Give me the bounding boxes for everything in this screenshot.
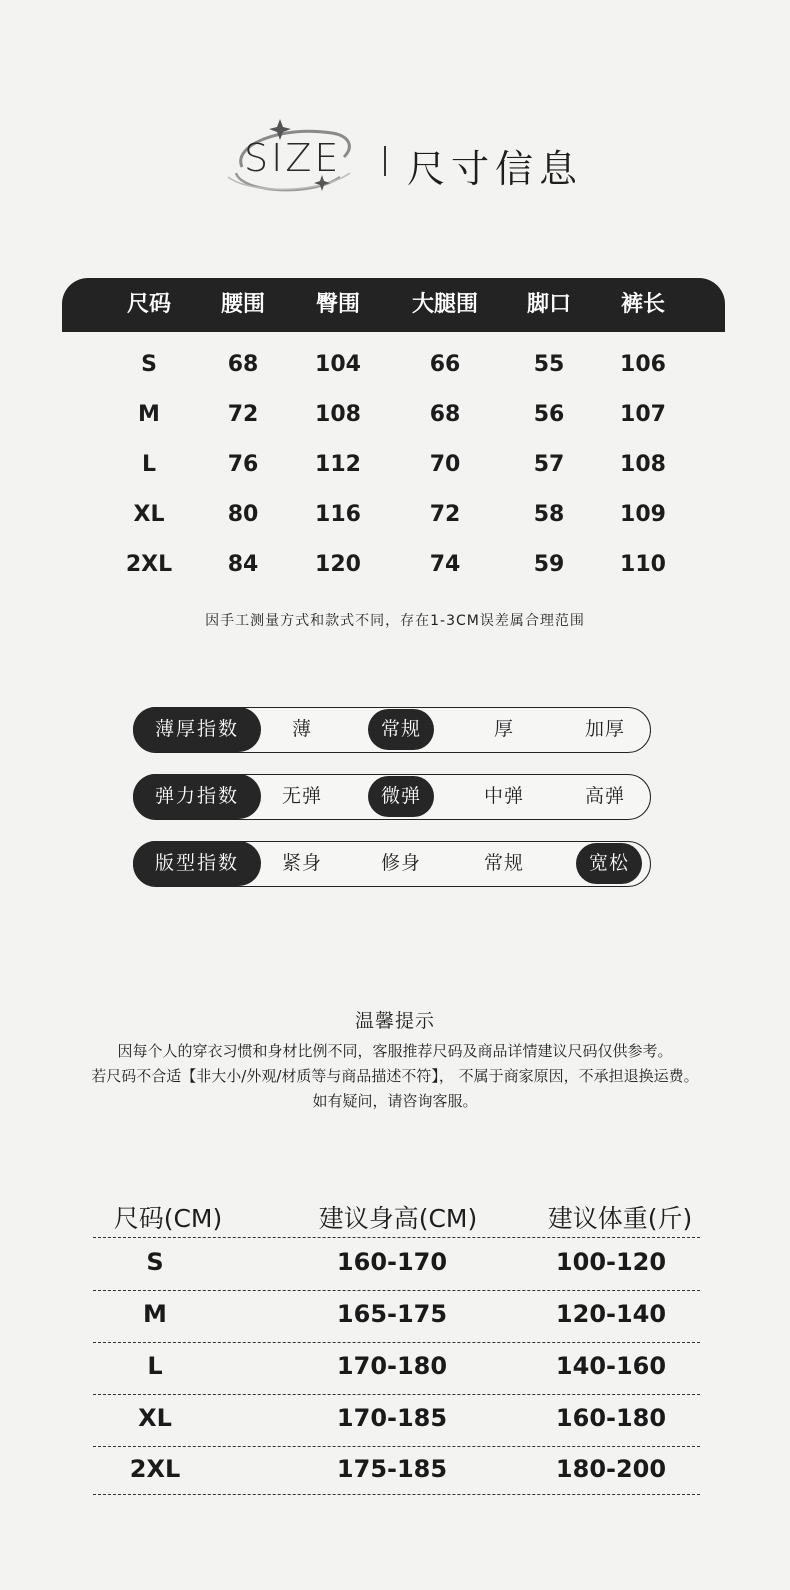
- index-option-selected: 宽松: [576, 843, 642, 884]
- tips-line: 因每个人的穿衣习惯和身材比例不同，客服推荐尺码及商品详情建议尺码仅供参考。: [117, 1042, 673, 1060]
- title-divider: [384, 146, 386, 176]
- size-table-column-header: 裤长: [620, 292, 666, 317]
- size-table-cell: 2XL: [125, 552, 173, 577]
- size-table-cell: 108: [620, 452, 666, 477]
- recommend-table-cell: 2XL: [129, 1455, 181, 1483]
- recommend-table-cell: 170-185: [336, 1404, 448, 1432]
- size-table-cell: M: [138, 402, 160, 427]
- recommend-table-cell: XL: [138, 1404, 172, 1432]
- size-table-column-header: 尺码: [126, 292, 172, 317]
- size-table-cell: 76: [227, 452, 259, 477]
- recommend-table-cell: 120-140: [555, 1300, 667, 1328]
- recommend-table-cell: 140-160: [555, 1352, 667, 1380]
- tips-line: 如有疑问，请咨询客服。: [312, 1092, 478, 1110]
- index-option: 常规: [483, 852, 525, 874]
- size-table-cell: 104: [315, 352, 361, 377]
- size-table-cell: 57: [533, 452, 565, 477]
- dashed-divider: [93, 1342, 700, 1343]
- index-option: 加厚: [584, 718, 626, 740]
- size-table-column-header: 腰围: [220, 292, 266, 317]
- dashed-divider: [93, 1237, 700, 1238]
- dashed-divider: [93, 1290, 700, 1291]
- size-table-cell: 80: [227, 502, 259, 527]
- elasticity-index-bar: [133, 774, 651, 820]
- recommend-table-column-header: 建议身高(CM): [318, 1204, 478, 1233]
- index-option-selected: 常规: [368, 709, 434, 750]
- page-title: 尺寸信息: [407, 147, 584, 191]
- index-option: 修身: [380, 852, 422, 874]
- dashed-divider: [93, 1446, 700, 1447]
- index-option: 中弹: [483, 785, 525, 807]
- size-table-cell: L: [141, 452, 157, 477]
- size-table-cell: 68: [429, 402, 461, 427]
- size-table-cell: 70: [429, 452, 461, 477]
- size-table-cell: 108: [315, 402, 361, 427]
- index-option: 紧身: [281, 852, 323, 874]
- recommend-table-cell: 100-120: [555, 1248, 667, 1276]
- size-table-cell: 120: [315, 552, 361, 577]
- index-option: 厚: [493, 718, 515, 740]
- size-table-cell: 58: [533, 502, 565, 527]
- recommend-table-cell: S: [146, 1248, 164, 1276]
- recommend-table-cell: L: [147, 1352, 163, 1380]
- size-table-column-header: 臀围: [315, 292, 361, 317]
- dashed-divider: [93, 1394, 700, 1395]
- index-label: 薄厚指数: [133, 707, 261, 752]
- size-table-cell: 84: [227, 552, 259, 577]
- size-table-cell: 56: [533, 402, 565, 427]
- size-table-cell: 74: [429, 552, 461, 577]
- size-table-header: [62, 278, 725, 332]
- size-table-cell: 66: [429, 352, 461, 377]
- index-option: 无弹: [281, 785, 323, 807]
- recommend-table-cell: 160-180: [555, 1404, 667, 1432]
- tips-title: 温馨提示: [354, 1010, 435, 1032]
- recommend-table-cell: 165-175: [336, 1300, 448, 1328]
- size-logo-text: SIZE: [244, 136, 342, 180]
- recommend-table-cell: 170-180: [336, 1352, 448, 1380]
- index-option: 薄: [291, 718, 313, 740]
- size-table-cell: 72: [429, 502, 461, 527]
- dashed-divider: [93, 1494, 700, 1495]
- fit-index-bar: [133, 841, 651, 887]
- size-table-cell: 107: [620, 402, 666, 427]
- size-table-column-header: 大腿围: [411, 292, 479, 317]
- tips-line: 若尺码不合适【非大小/外观/材质等与商品描述不符】， 不属于商家原因，不承担退换运费。: [91, 1067, 699, 1085]
- index-option: 高弹: [584, 785, 626, 807]
- index-label: 版型指数: [133, 841, 261, 886]
- size-table-cell: XL: [133, 502, 165, 527]
- size-table-cell: 109: [620, 502, 666, 527]
- size-table-cell: 59: [533, 552, 565, 577]
- recommend-table-column-header: 尺码(CM): [113, 1204, 223, 1233]
- recommend-table-cell: 175-185: [336, 1455, 448, 1483]
- size-table-cell: 116: [315, 502, 361, 527]
- size-table-cell: 72: [227, 402, 259, 427]
- index-label: 弹力指数: [133, 774, 261, 819]
- size-table-cell: S: [141, 352, 157, 377]
- thickness-index-bar: [133, 707, 651, 753]
- recommend-table-cell: M: [143, 1300, 167, 1328]
- size-table-column-header: 脚口: [526, 292, 572, 317]
- size-table-cell: 112: [315, 452, 361, 477]
- size-table-cell: 110: [620, 552, 666, 577]
- recommend-table-cell: 160-170: [336, 1248, 448, 1276]
- size-table-cell: 55: [533, 352, 565, 377]
- recommend-table-cell: 180-200: [555, 1455, 667, 1483]
- index-option-selected: 微弹: [368, 776, 434, 817]
- measurement-note: 因手工测量方式和款式不同，存在1-3CM误差属合理范围: [205, 613, 585, 629]
- size-table-cell: 68: [227, 352, 259, 377]
- recommend-table-column-header: 建议体重(斤): [547, 1204, 693, 1233]
- size-table-cell: 106: [620, 352, 666, 377]
